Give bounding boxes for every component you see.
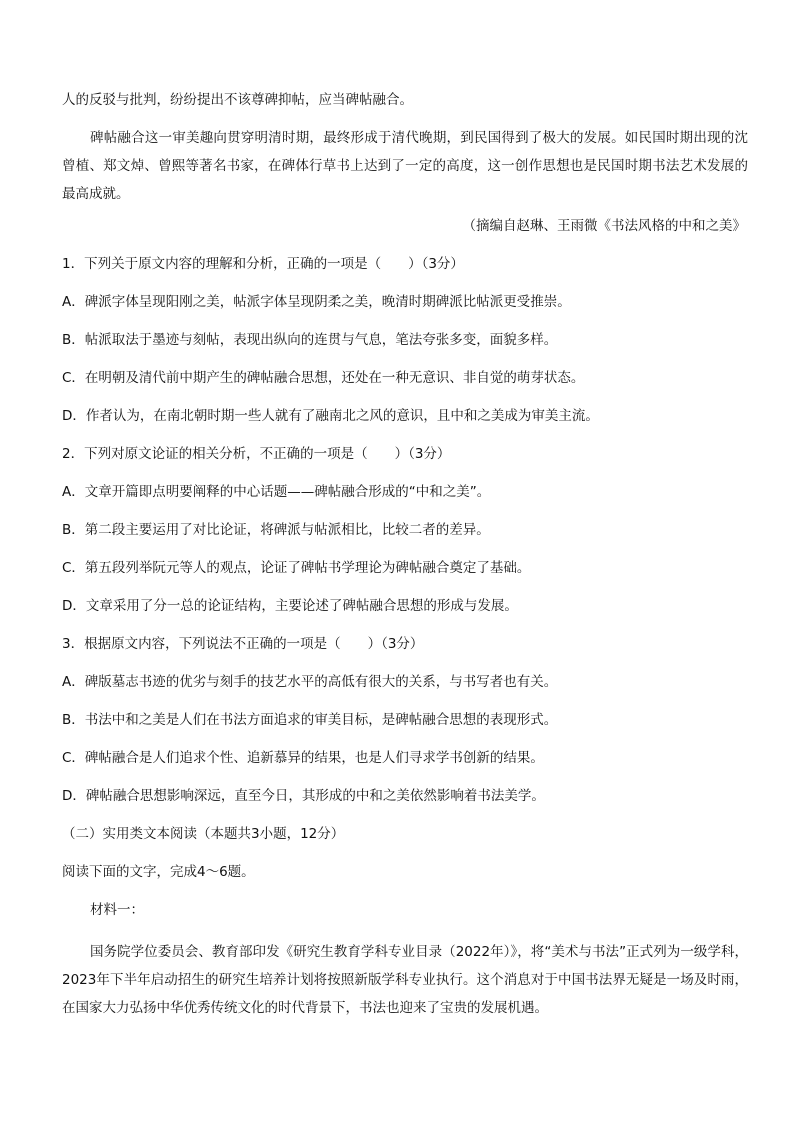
material-label: 材料一： — [90, 902, 144, 918]
question-3-stem: 3．根据原文内容，下列说法不正确的一项是（ ）（3分） — [62, 636, 424, 652]
question-1-stem: 1．下列关于原文内容的理解和分析，正确的一项是（ ）（3分） — [62, 256, 464, 272]
instruction: 阅读下面的文字，完成4～6题。 — [62, 864, 255, 880]
question-3-option-c: C．碑帖融合是人们追求个性、追新慕异的结果，也是人们寻求学书创新的结果。 — [62, 750, 544, 766]
question-3-option-b: B．书法中和之美是人们在书法方面追求的审美目标，是碑帖融合思想的表现形式。 — [62, 712, 558, 728]
material-paragraph: 国务院学位委员会、教育部印发《研究生教育学科专业目录（2022年）》，将“美术与书法”正式列为一级学科，2023年下半年启动招生的研究生培养计划将按照新版学科专业执行。这个消息对于中国书法界无疑是一场及时雨，在国家大力弘扬中华优秀传统文化的时代背景下，书法也迎来了宝贵的发展机遇。 — [62, 944, 748, 1016]
question-3-option-d: D．碑帖融合思想影响深远，直至今日，其形成的中和之美依然影响着书法美学。 — [62, 788, 545, 804]
citation: （摘编自赵琳、王雨微《书法风格的中和之美》 — [462, 218, 746, 234]
question-1-option-b: B．帖派取法于墨迹与刻帖，表现出纵向的连贯与气息，笔法夸张多变，面貌多样。 — [62, 332, 558, 348]
question-2-option-a: A．文章开篇即点明要阐释的中心话题——碑帖融合形成的“中和之美”。 — [62, 484, 491, 500]
passage-top-line: 人的反驳与批判，纷纷提出不该尊碑抑帖，应当碑帖融合。 — [62, 92, 413, 108]
question-1-option-c: C．在明朝及清代前中期产生的碑帖融合思想，还处在一种无意识、非自觉的萌芽状态。 — [62, 370, 585, 386]
question-1-option-a: A．碑派字体呈现阳刚之美，帖派字体呈现阴柔之美，晚清时期碑派比帖派更受推崇。 — [62, 294, 571, 310]
section-heading: （二）实用类文本阅读（本题共3小题，12分） — [62, 826, 345, 842]
question-2-option-c: C．第五段列举阮元等人的观点，论证了碑帖书学理论为碑帖融合奠定了基础。 — [62, 560, 531, 576]
question-2-option-d: D．文章采用了分一总的论证结构，主要论述了碑帖融合思想的形成与发展。 — [62, 598, 518, 614]
question-3-option-a: A．碑版墓志书迹的优劣与刻手的技艺水平的高低有很大的关系，与书写者也有关。 — [62, 674, 558, 690]
passage-paragraph: 碑帖融合这一审美趣向贯穿明清时期，最终形成于清代晚期，到民国得到了极大的发展。如民国时期出现的沈曾植、郑文焯、曾熙等著名书家，在碑体行草书上达到了一定的高度，这一创作思想也是民国时期书法艺术发展的最高成就。 — [62, 130, 748, 202]
question-1-option-d: D．作者认为，在南北朝时期一些人就有了融南北之风的意识，且中和之美成为审美主流。 — [62, 408, 599, 424]
question-2-stem: 2．下列对原文论证的相关分析，不正确的一项是（ ）（3分） — [62, 446, 451, 462]
question-2-option-b: B．第二段主要运用了对比论证，将碑派与帖派相比，比较二者的差异。 — [62, 522, 490, 538]
